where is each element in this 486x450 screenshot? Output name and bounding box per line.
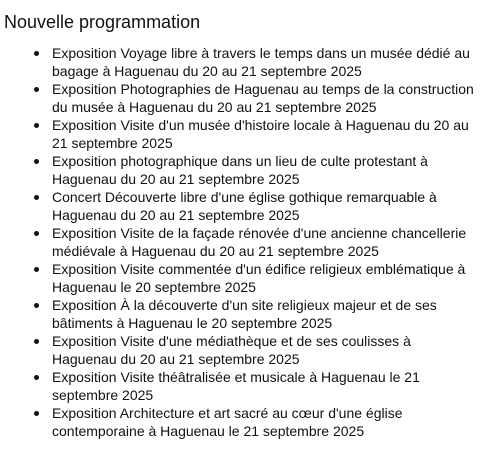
event-text: Exposition Architecture et art sacré au cœur d'une église contemporaine à Haguenau le 21 septembre 2025 <box>52 405 403 439</box>
page-title: Nouvelle programmation <box>4 12 201 32</box>
bullet-icon <box>34 51 39 56</box>
list-item <box>52 332 477 368</box>
event-text: Exposition Visite commentée d'un édifice religieux emblématique à Haguenau le 20 septembre 2025 <box>52 261 466 295</box>
event-text: Exposition Photographies de Haguenau au temps de la construction du musée à Haguenau du 20 au 21 septembre 2025 <box>52 81 474 115</box>
bullet-icon <box>34 159 39 164</box>
bullet-icon <box>34 411 39 416</box>
bullet-icon <box>34 195 39 200</box>
list-item <box>52 80 477 116</box>
list-item <box>52 152 477 188</box>
event-text: Exposition Visite d'un musée d'histoire locale à Haguenau du 20 au 21 septembre 2025 <box>52 117 469 151</box>
list-item <box>52 404 477 440</box>
list-item <box>52 260 477 296</box>
bullet-icon <box>34 303 39 308</box>
bullet-icon <box>34 267 39 272</box>
event-list <box>52 44 477 440</box>
event-text: Exposition Visite théâtralisée et musicale à Haguenau le 21 septembre 2025 <box>52 369 420 403</box>
bullet-icon <box>34 87 39 92</box>
event-text: Exposition Voyage libre à travers le temps dans un musée dédié au bagage à Haguenau du 20 au 21 septembre 2025 <box>52 45 470 79</box>
event-text: Exposition Visite d'une médiathèque et de ses coulisses à Haguenau du 20 au 21 septembre 2025 <box>52 333 411 367</box>
list-item <box>52 188 477 224</box>
bullet-icon <box>34 231 39 236</box>
event-text: Concert Découverte libre d'une église gothique remarquable à Haguenau du 20 au 21 septembre 2025 <box>52 189 437 223</box>
bullet-icon <box>34 375 39 380</box>
list-item <box>52 224 477 260</box>
list-item <box>52 44 477 80</box>
list-item <box>52 116 477 152</box>
event-text: Exposition À la découverte d'un site religieux majeur et de ses bâtiments à Haguenau le 20 septembre 2025 <box>52 297 437 331</box>
bullet-icon <box>34 339 39 344</box>
event-text: Exposition photographique dans un lieu de culte protestant à Haguenau du 20 au 21 septembre 2025 <box>52 153 428 187</box>
list-item <box>52 368 477 404</box>
bullet-icon <box>34 123 39 128</box>
event-text: Exposition Visite de la façade rénovée d'une ancienne chancellerie médiévale à Haguenau du 20 au 21 septembre 2025 <box>52 225 467 259</box>
list-item <box>52 296 477 332</box>
